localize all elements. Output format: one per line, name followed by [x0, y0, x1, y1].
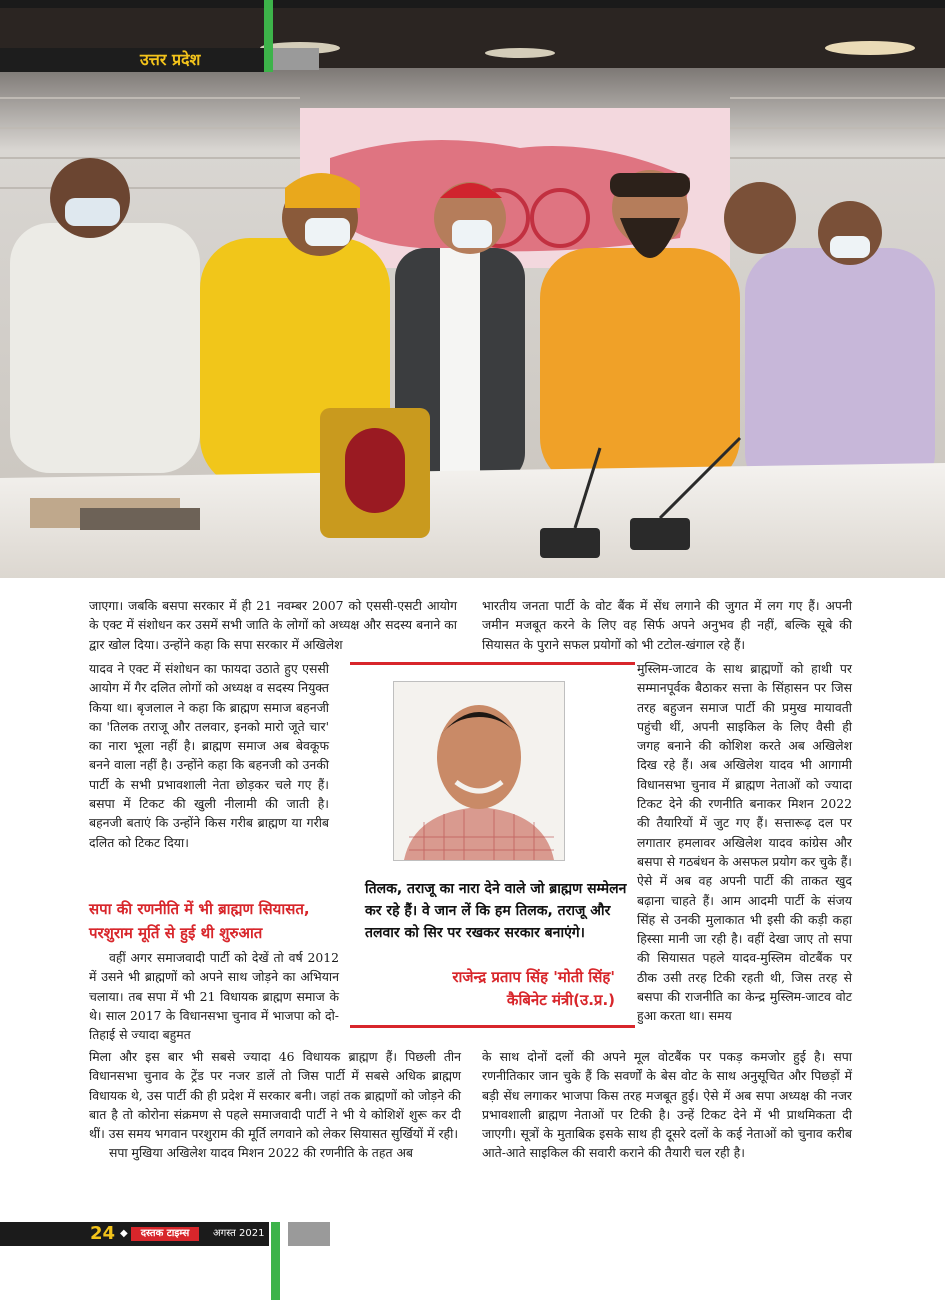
main-photo [0, 8, 945, 578]
quote-text: तिलक, तराजू का नारा देने वाले जो ब्राह्मण सम्मेलन कर रहे हैं। वे जान लें कि हम तिलक, तराजू और तलवार को सिर पर रखकर सरकार बनाएंगे। [365, 881, 627, 941]
paragraph: के साथ दोनों दलों की अपने मूल वोटबैंक पर पकड़ कमजोर हुई है। सपा रणनीतिकार जान चुके हैं कि सवर्णों के बेस वोट के साथ अनुसूचित और पिछड़ों में बड़ी सेंध लगाकर भाजपा किस तरह मजबूत हुई। ऐसे में अब सपा अध्यक्ष की नजर प्रभावशाली ब्राह्मण नेताओं पर टिकी है। उन्हें टिकट देने में भी प्राथमिकता दी जाएगी। सूत्रों के मुताबिक इसके साथ ही दूसरे दलों के कई नेताओं को चुनाव करीब आते-आते साइकिल की सवारी कराने की तैयारी चल रही है। [482, 1049, 852, 1161]
top-band [0, 0, 945, 8]
magazine-logo: दस्तक टाइम्स [131, 1227, 199, 1241]
quote-author: राजेन्द्र प्रताप सिंह 'मोती सिंह' [452, 968, 615, 986]
quote-divider-top [350, 662, 635, 665]
article-left-mid [89, 659, 329, 852]
green-accent-bar-top [264, 0, 273, 72]
article-left-low [89, 948, 339, 1044]
green-accent-bar-bottom [271, 1222, 280, 1300]
paragraph: जाएगा। जबकि बसपा सरकार में ही 21 नवम्बर 2007 को एससी-एसटी आयोग के एक्ट में संशोधन कर उसमें सभी जाति के लोगों को अध्यक्ष और सदस्य बनाने का द्वार खोल दिया। उन्होंने कहा कि सपा सरकार में अखिलेश [89, 598, 457, 652]
quote-author-role: कैबिनेट मंत्री(उ.प्र.) [506, 991, 615, 1009]
paragraph: वहीं अगर समाजवादी पार्टी को देखें तो वर्ष 2012 में उसने भी ब्राह्मणों को अपने साथ जोड़ने का अभियान चलाया। तब सपा में भी 21 विधायक ब्राह्मण समाज के थे। साल 2017 के विधानसभा चुनाव में भाजपा को दो-तिहाई से ज्यादा बहुमत [89, 950, 339, 1043]
grey-accent-box-top [273, 48, 319, 70]
article-left-bottom [89, 1047, 461, 1163]
portrait-illustration [394, 682, 564, 860]
paragraph: सपा मुखिया अखिलेश यादव मिशन 2022 की रणनीति के तहत अब [109, 1145, 413, 1161]
event-photo-illustration [0, 8, 945, 578]
diamond-icon: ◆ [120, 1228, 128, 1239]
article-left-top [89, 596, 457, 654]
page-number: 24 [90, 1223, 116, 1244]
quote-divider-bottom [350, 1025, 635, 1028]
paragraph: यादव ने एक्ट में संशोधन का फायदा उठाते हुए एससी आयोग में गैर दलित लोगों को अध्यक्ष व सदस्य नियुक्त किया था। बृजलाल ने कहा कि ब्राह्मण समाज बहनजी का 'तिलक तराजू और तलवार, इनको मारो जूते चार' का नारा भूला नहीं है। ब्राह्मण समाज अब बेवकूफ बनने वाला नहीं है। उन्होंने कहा कि बहनजी को उनकी पार्टी के सभी प्रभावशाली नेता छोड़कर चले गए हैं। बसपा में टिकट की खुली नीलामी की जाती है। बहनजी बताएं कि उन्होंने किस गरीब ब्राह्मण या गरीब दलित को टिकट दिया। [89, 661, 329, 850]
portrait-photo [393, 681, 565, 861]
subheading: सपा की रणनीति में भी ब्राह्मण सियासत, परशुराम मूर्ति से हुई थी शुरुआत [89, 900, 310, 942]
article-right-bottom [482, 1047, 852, 1163]
section-label: उत्तर प्रदेश [0, 48, 264, 72]
issue-date: अगस्त 2021 [213, 1228, 265, 1239]
article-right-top [482, 596, 852, 654]
grey-accent-box-bottom [288, 1222, 330, 1246]
article-right-mid [637, 659, 852, 1026]
paragraph: भारतीय जनता पार्टी के वोट बैंक में सेंध लगाने की जुगत में लग गए हैं। अपनी जमीन मजबूत करने के लिए वह सिर्फ अपने अनुभव ही नहीं, बल्कि सूबे की सियासत के पुराने सफल प्रयोगों को भी टटोल-खंगाल रहे हैं। [482, 598, 852, 652]
paragraph: मिला और इस बार भी सबसे ज्यादा 46 विधायक ब्राह्मण हैं। पिछली तीन विधानसभा चुनाव के ट्रेंड पर नजर डालें तो जिस पार्टी में सबसे अधिक ब्राह्मण विधायक थे, उस पार्टी की ही प्रदेश में सरकार बनी। जहां तक ब्राह्मणों को जोड़ने की बात है तो कोरोना संक्रमण से पहले समाजवादी पार्टी ने भी ये कोशिशें शुरू कर दी थीं। उस समय भगवान परशुराम की मूर्ति लगवाने को लेकर सियासत सुर्खियों में रही। [89, 1049, 461, 1142]
paragraph: मुस्लिम-जाटव के साथ ब्राह्मणों को हाथी पर सम्मानपूर्वक बैठाकर सत्ता के सिंहासन पर जिस तरह बहुजन समाज पार्टी की प्रमुख मायावती पहुंची थीं, अपनी साइकिल के लिए वैसी ही जगह बनाने की कोशिश करते अब अखिलेश दिख रहे हैं। अब अखिलेश यादव भी आगामी विधानसभा चुनाव में ब्राह्मण नेताओं को ज्यादा टिकट देने की रणनीति बनाकर मिशन 2022 की तैयारियों में जुट गए हैं। सत्तारूढ़ दल पर लगातार हमलावर अखिलेश यादव कांग्रेस और बसपा से गठबंधन के असफल प्रयोग कर चुके हैं। ऐसे में अब वह अपनी पार्टी की ताकत खुद बढ़ाना चाहते हैं। आम आदमी पार्टी के संजय सिंह से उनकी मुलाकात भी इसी की कड़ी कहा हिस्सा मानी जा रही है। वहीं देखा जाए तो सपा की सियासत पहले यादव-मुस्लिम वोटबैंक पर ठीक उसी तरह टिकी रहती थी, जिस तरह से बसपा की राजनीति का केन्द्र मुस्लिम-जाटव वोट हुआ करता था। समय [637, 661, 852, 1024]
